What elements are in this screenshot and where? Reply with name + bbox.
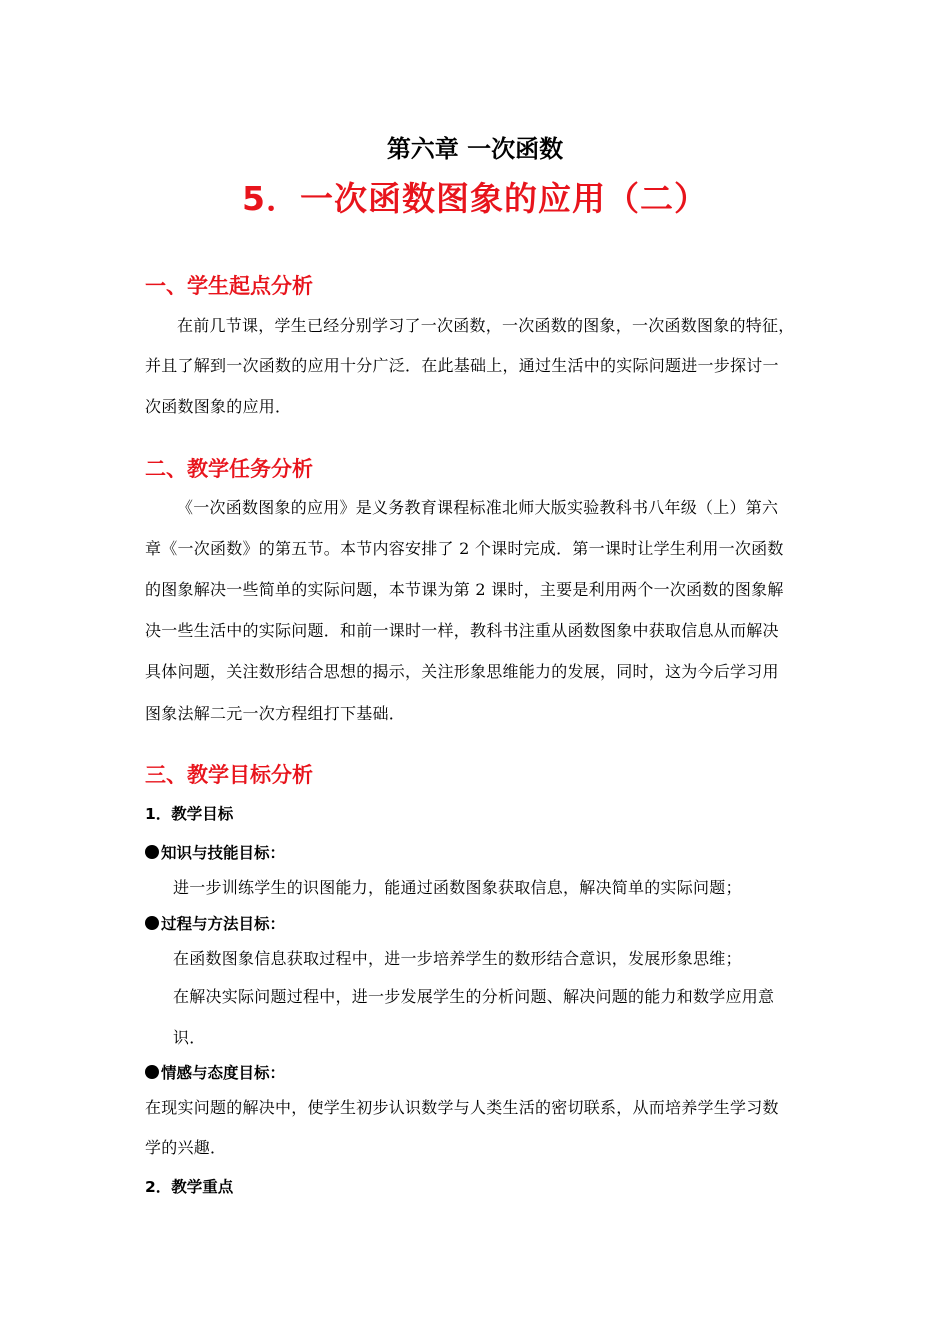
bullet-icon (145, 845, 159, 859)
chapter-title: 第六章 一次函数 (386, 135, 564, 163)
paragraph-line: 识． (173, 1028, 206, 1047)
goal-label: 过程与方法目标： (161, 915, 286, 933)
goal-emotion-attitude (145, 1062, 285, 1084)
section-heading-task-analysis: 二、教学任务分析 (145, 457, 313, 481)
paragraph-line: 进一步训练学生的识图能力，能通过函数图象获取信息，解决简单的实际问题； (173, 878, 742, 897)
goal-label: 知识与技能目标： (161, 844, 286, 862)
goal-knowledge-skills (145, 842, 285, 864)
paragraph-line: 学的兴趣． (145, 1138, 227, 1157)
subheading-teaching-focus: 2．教学重点 (145, 1178, 234, 1196)
paragraph-line: 在函数图象信息获取过程中，进一步培养学生的数形结合意识，发展形象思维； (173, 949, 742, 968)
lesson-title: 5．一次函数图象的应用（二） (242, 179, 708, 218)
paragraph-line: 并且了解到一次函数的应用十分广泛．在此基础上，通过生活中的实际问题进一步探讨一 (145, 356, 779, 375)
paragraph-line: 《一次函数图象的应用》是义务教育课程标准北师大版实验教科书八年级（上）第六 (177, 498, 779, 517)
bullet-icon (145, 916, 159, 930)
subheading-teaching-objectives: 1．教学目标 (145, 805, 234, 823)
paragraph-line: 次函数图象的应用． (145, 397, 292, 416)
section-heading-objectives-analysis: 三、教学目标分析 (145, 763, 313, 787)
goal-label: 情感与态度目标： (161, 1064, 286, 1082)
paragraph-line: 章《一次函数》的第五节。本节内容安排了 2 个课时完成．第一课时让学生利用一次函数 (145, 539, 784, 558)
paragraph-line: 在解决实际问题过程中，进一步发展学生的分析问题、解决问题的能力和数学应用意 (173, 987, 775, 1006)
paragraph-line: 在前几节课，学生已经分别学习了一次函数，一次函数的图象，一次函数图象的特征， (177, 316, 795, 335)
paragraph-line: 图象法解二元一次方程组打下基础． (145, 704, 406, 723)
paragraph-line: 决一些生活中的实际问题．和前一课时一样，教科书注重从函数图象中获取信息从而解决 (145, 621, 779, 640)
paragraph-line: 的图象解决一些简单的实际问题，本节课为第 2 课时，主要是利用两个一次函数的图象解 (145, 580, 784, 599)
bullet-icon (145, 1065, 159, 1079)
paragraph-line: 在现实问题的解决中，使学生初步认识数学与人类生活的密切联系，从而培养学生学习数 (145, 1098, 779, 1117)
goal-process-methods (145, 913, 285, 935)
paragraph-line: 具体问题，关注数形结合思想的揭示，关注形象思维能力的发展，同时，这为今后学习用 (145, 662, 779, 681)
section-heading-student-analysis: 一、学生起点分析 (145, 274, 313, 298)
